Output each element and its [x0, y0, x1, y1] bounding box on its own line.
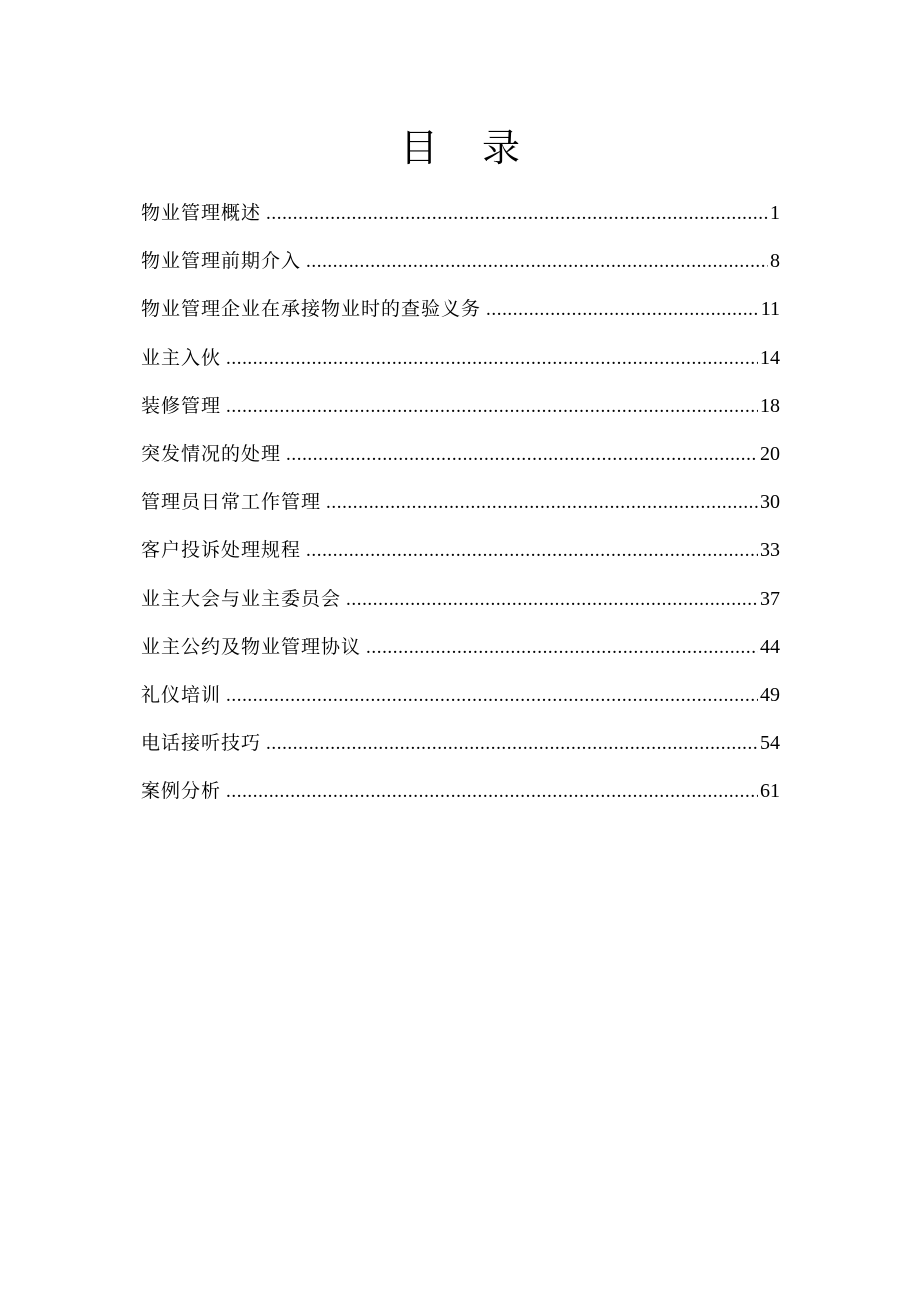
toc-entry-page: 44 — [760, 635, 780, 658]
toc-entry[interactable] — [141, 382, 780, 430]
toc-entry[interactable] — [141, 237, 780, 285]
toc-leader-dots — [486, 286, 759, 334]
toc-entry-text: 管理员日常工作管理 — [141, 491, 322, 514]
toc-entry[interactable] — [141, 334, 780, 382]
toc-entry-text: 客户投诉处理规程 — [141, 539, 302, 562]
toc-entry-text: 电话接听技巧 — [141, 732, 262, 755]
toc-entry[interactable] — [141, 623, 780, 671]
toc-leader-dots — [266, 190, 768, 238]
toc-entry-page: 11 — [760, 298, 780, 321]
toc-entry-page: 37 — [760, 587, 780, 610]
toc-leader-dots — [226, 335, 758, 383]
toc-entry-text: 案例分析 — [141, 780, 222, 803]
toc-entry-page: 1 — [770, 202, 780, 224]
toc-leader-dots — [366, 624, 758, 672]
toc-entry-text: 业主公约及物业管理协议 — [141, 635, 362, 658]
toc-entry-page: 14 — [760, 346, 780, 369]
toc-entry-text: 物业管理前期介入 — [141, 250, 302, 273]
toc-leader-dots — [346, 576, 758, 624]
toc-entry-text: 业主大会与业主委员会 — [141, 587, 342, 610]
toc-entry[interactable] — [141, 526, 780, 574]
toc-entry-page: 33 — [760, 539, 780, 562]
toc-title: 目录 — [399, 126, 564, 170]
toc-entry[interactable] — [141, 671, 780, 719]
toc-list — [141, 189, 780, 815]
toc-entry[interactable] — [141, 430, 780, 478]
toc-leader-dots — [226, 383, 758, 431]
toc-entry-text: 突发情况的处理 — [141, 442, 282, 465]
toc-entry[interactable] — [141, 719, 780, 767]
toc-leader-dots — [326, 479, 758, 527]
toc-entry-text: 业主入伙 — [141, 346, 222, 369]
toc-entry-text: 物业管理企业在承接物业时的查验义务 — [141, 298, 482, 321]
toc-leader-dots — [286, 431, 758, 479]
toc-entry[interactable] — [141, 189, 780, 237]
toc-entry-text: 礼仪培训 — [141, 683, 222, 706]
toc-entry[interactable] — [141, 478, 780, 526]
toc-entry-page: 54 — [760, 732, 780, 755]
toc-entry-text: 装修管理 — [141, 394, 222, 417]
toc-entry[interactable] — [141, 285, 780, 333]
toc-leader-dots — [306, 238, 768, 286]
toc-leader-dots — [306, 527, 758, 575]
toc-entry-page: 61 — [760, 780, 780, 803]
toc-entry-page: 49 — [760, 683, 780, 706]
toc-entry-page: 30 — [760, 491, 780, 514]
toc-entry-page: 18 — [760, 394, 780, 417]
toc-leader-dots — [266, 720, 758, 768]
toc-entry[interactable] — [141, 767, 780, 815]
toc-entry-page: 20 — [760, 442, 780, 465]
toc-entry-text: 物业管理概述 — [141, 202, 262, 224]
toc-leader-dots — [226, 768, 758, 816]
toc-leader-dots — [226, 672, 758, 720]
toc-entry[interactable] — [141, 575, 780, 623]
toc-entry-page: 8 — [770, 250, 780, 273]
